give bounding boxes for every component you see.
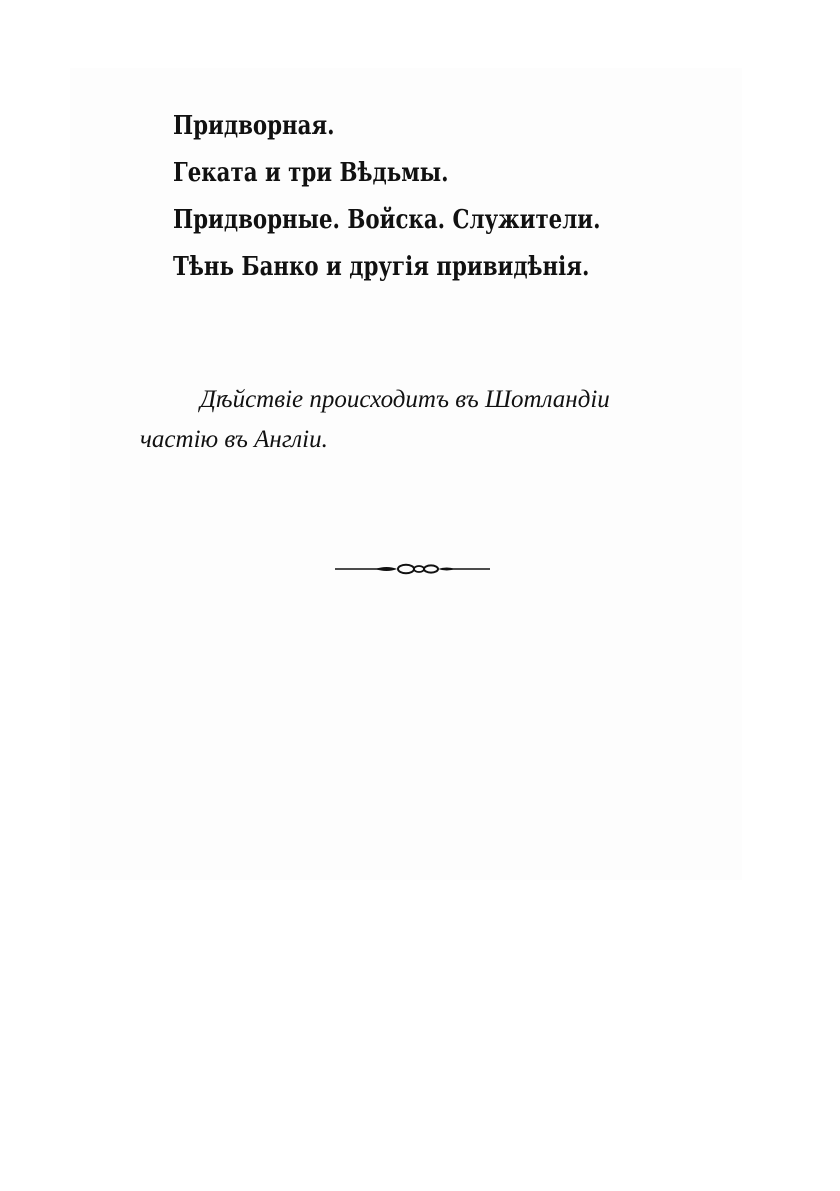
cast-item-hecate-witches: Геката и три Вѣдьмы.	[173, 158, 449, 188]
cast-item-ghost-banquo: Тѣнь Банко и другія привидѣнія.	[173, 252, 590, 282]
setting-line-2: частію въ Англіи.	[140, 426, 328, 453]
cast-item-court-lady: Придворная.	[173, 111, 335, 141]
setting-note	[140, 380, 700, 460]
cast-item-courtiers: Придворные. Войска. Служители.	[173, 205, 601, 235]
setting-line-1: Дѣйствіе происходитъ въ Шотландіи	[200, 386, 610, 413]
scroll-divider-icon	[335, 561, 490, 577]
cast-list	[173, 103, 601, 291]
